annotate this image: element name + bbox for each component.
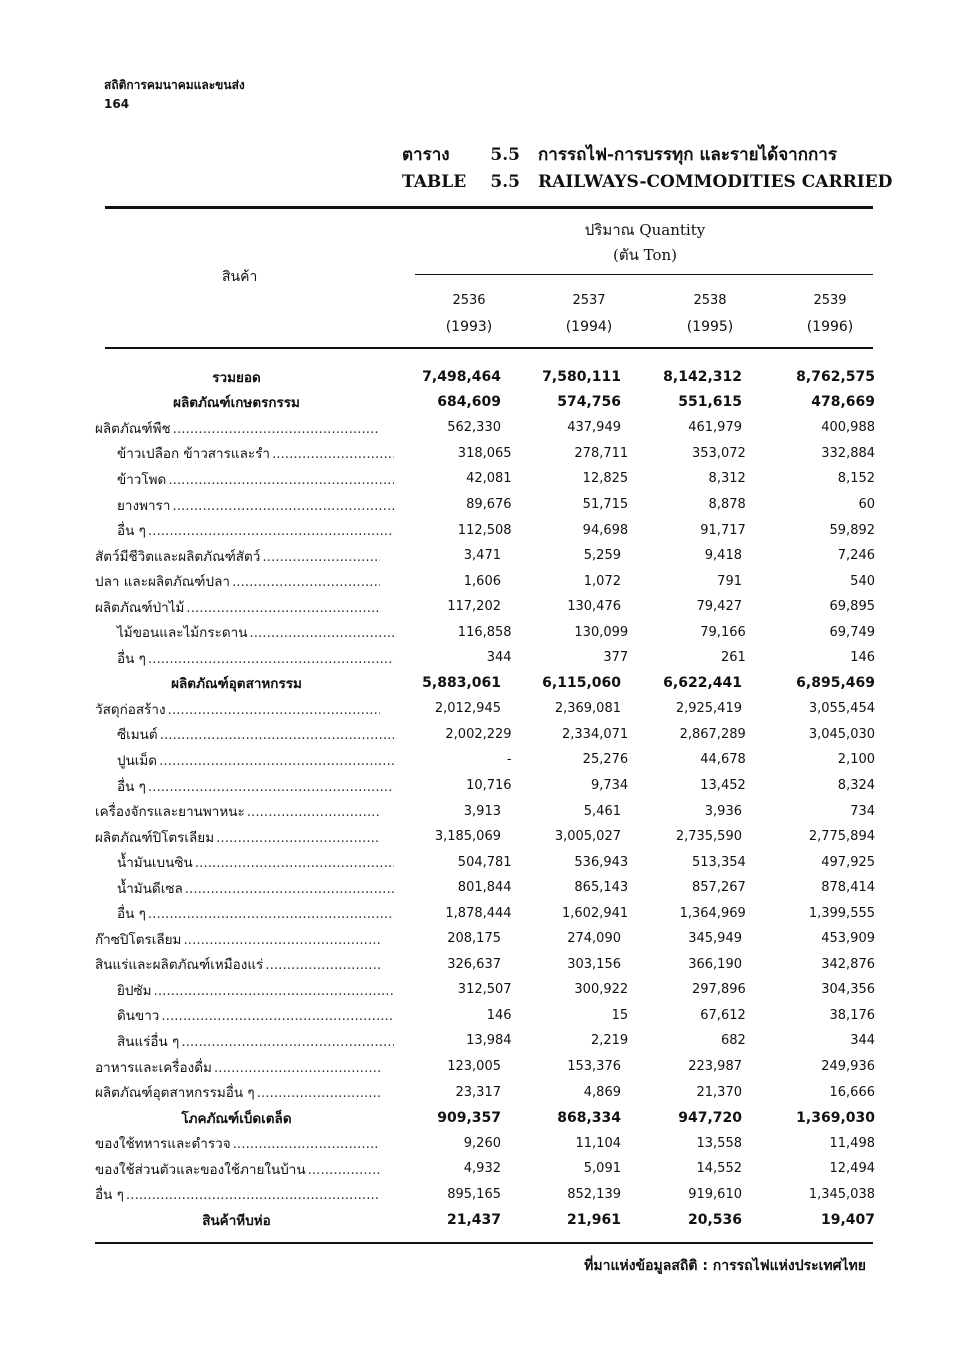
table-row [95,773,875,799]
table-row [95,900,875,926]
value-cell: 4,869 [583,1084,621,1100]
table-row [95,568,875,594]
value-cell: 3,005,027 [554,829,621,845]
title-thai [402,142,892,169]
value-cell: 117,202 [447,599,501,615]
value-cell: 1,369,030 [796,1109,875,1126]
row-label [95,877,394,899]
row-label [95,570,380,592]
header-rule [105,347,873,349]
value-cell: 318,065 [457,445,512,461]
value-cell: 2,925,419 [675,701,742,717]
value-cell: 909,357 [437,1109,501,1126]
row-label [95,953,380,975]
value-cell: 13,984 [466,1033,512,1049]
value-cell: 857,267 [692,880,746,896]
table-row [95,1130,875,1156]
table-row [95,1207,875,1233]
value-cell: 332,884 [821,445,876,461]
table-title [402,142,892,196]
value-cell: 8,324 [837,778,876,794]
value-cell: 21,370 [696,1084,742,1100]
row-label [95,1004,394,1026]
value-cell: 1,345,038 [808,1186,875,1202]
value-cell: 2,369,081 [554,701,621,717]
row-label-text: อื่น ๆ [117,778,146,795]
value-cell: 6,622,441 [663,675,742,692]
table-row [95,1182,875,1208]
table-row [95,1079,875,1105]
row-label [95,902,394,924]
row-label [95,800,380,822]
source-note: ที่มาแห่งข้อมูลสถิติ : การรถไฟแห่งประเทศไทย [584,1258,866,1274]
value-cell: 7,246 [837,548,875,564]
value-cell: 304,356 [821,982,876,998]
row-label [95,545,380,567]
table-row [95,1028,875,1054]
row-label-text: น้ำมันดีเซล [117,880,183,897]
year-header-2 [534,288,644,340]
title-english-number: 5.5 [490,172,520,192]
value-cell: 497,925 [821,854,876,870]
table-row [95,696,875,722]
table-body [95,364,875,1233]
row-label [95,672,380,694]
year-be: 2536 [452,293,486,308]
value-cell: 536,943 [574,854,629,870]
row-label [95,1056,380,1078]
year-header-4 [775,288,885,340]
year-be: 2538 [693,293,727,308]
table-row [95,594,875,620]
row-label-text: ผลิตภัณฑ์ปิโตรเลียม [95,829,215,846]
value-cell: 7,498,464 [422,368,501,385]
row-label [95,826,380,848]
row-label [95,698,380,720]
row-label-text: ปลา และผลิตภัณฑ์ปลา [95,574,230,591]
value-cell: 130,476 [567,599,621,615]
value-cell: 146 [486,1007,512,1023]
table-row [95,926,875,952]
row-label-text: อื่น ๆ [117,906,146,923]
title-english [402,169,892,196]
value-cell: 878,414 [821,880,876,896]
value-cell: 42,081 [466,471,512,487]
value-cell: 513,354 [692,854,746,870]
row-label-text: สินค้าหีบห่อ [202,1212,271,1229]
value-cell: 261 [720,650,746,666]
value-cell: 895,165 [447,1186,501,1202]
row-label-text: ยางพารา [117,497,171,514]
value-cell: 5,091 [583,1161,621,1177]
year-be: 2539 [813,293,847,308]
value-cell: 8,312 [708,471,746,487]
value-cell: 130,099 [574,624,629,640]
row-label-text: ของใช้ทหารและตำรวจ [95,1136,231,1153]
value-cell: 13,558 [696,1135,742,1151]
value-cell: 2,867,289 [679,726,746,742]
value-cell: 21,961 [566,1211,621,1228]
bottom-rule [95,1242,873,1244]
row-label [95,647,394,669]
value-cell: 344 [850,1033,876,1049]
value-cell: 540 [850,573,875,589]
table-row [95,543,875,569]
value-cell: 4,932 [463,1161,501,1177]
value-cell: 9,734 [590,778,629,794]
value-cell: 3,936 [704,803,742,819]
value-cell: 1,072 [583,573,621,589]
table-row [95,824,875,850]
year-header-1 [414,288,524,340]
value-cell: 297,896 [692,982,746,998]
row-label-text: อาหารและเครื่องดื่ม [95,1059,212,1076]
value-cell: 123,005 [447,1059,501,1075]
value-cell: 3,185,069 [434,829,501,845]
value-cell: 919,610 [688,1186,742,1202]
row-label-text: เครื่องจักรและยานพาหนะ [95,804,245,821]
table-row [95,390,875,416]
running-title: สถิติการคมนาคมและขนส่ง [104,78,245,92]
year-ce: (1994) [565,319,613,335]
value-cell: 791 [717,573,742,589]
row-label [95,979,394,1001]
row-label-text: โภคภัณฑ์เบ็ดเตล็ด [181,1110,292,1127]
row-label-text: ดินขาว [117,1008,160,1025]
value-cell: 69,895 [829,599,875,615]
value-cell: 682 [720,1033,746,1049]
value-cell: 5,461 [583,803,621,819]
row-label-text: ซีเมนต์ [117,727,158,744]
value-cell: 12,494 [829,1161,875,1177]
value-cell: 6,895,469 [796,675,875,692]
value-cell: 3,913 [463,803,501,819]
row-label-text: ข้าวเปลือก ข้าวสารและรำ [117,446,270,463]
value-cell: 278,711 [574,445,629,461]
row-label-text: รวมยอด [212,369,261,386]
value-cell: 91,717 [700,522,746,538]
value-cell: 94,698 [582,522,629,538]
value-cell: 23,317 [455,1084,501,1100]
value-cell: 10,716 [466,778,512,794]
value-cell: 344 [486,650,512,666]
value-cell: 1,878,444 [445,905,512,921]
value-cell: 7,580,111 [542,368,621,385]
row-label-text: สัตว์มีชีวิตและผลิตภัณฑ์สัตว์ [95,548,261,565]
row-label-text: ผลิตภัณฑ์พืช [95,420,171,437]
value-cell: 11,498 [829,1135,875,1151]
row-label [95,596,380,618]
row-label [95,366,380,388]
row-label [95,928,380,950]
row-label-text: ผลิตภัณฑ์เกษตรกรรม [173,395,300,412]
row-label [95,1107,380,1129]
value-cell: 13,452 [700,778,746,794]
commodity-header: สินค้า [222,269,258,285]
running-head [104,76,245,114]
value-cell: 2,012,945 [434,701,501,717]
row-label [95,1158,380,1180]
table-row [95,364,875,390]
value-cell: 478,669 [811,394,875,411]
table-row [95,977,875,1003]
value-cell: 562,330 [447,420,501,436]
value-cell: 3,055,454 [808,701,875,717]
row-label-text: วัสดุก่อสร้าง [95,701,166,718]
table-row [95,671,875,697]
value-cell: 79,427 [696,599,742,615]
table-row [95,492,875,518]
table-row [95,645,875,671]
value-cell: 8,878 [708,497,746,512]
year-ce: (1996) [806,319,854,335]
value-cell: 3,045,030 [808,726,876,742]
quantity-header [415,218,875,268]
value-cell: 453,909 [821,931,875,947]
value-cell: 868,334 [557,1109,621,1126]
table-row [95,798,875,824]
value-cell: 208,175 [447,931,501,947]
value-cell: 153,376 [567,1059,621,1075]
value-cell: 5,259 [583,548,621,564]
row-label [95,468,394,490]
row-label-text: อื่น ๆ [95,1187,124,1204]
value-cell: 16,666 [829,1084,875,1100]
value-cell: 2,735,590 [675,829,742,845]
value-cell: 116,858 [457,624,512,640]
value-cell: 19,407 [820,1211,875,1228]
value-cell: 146 [850,650,876,666]
value-cell: - [506,752,512,768]
value-cell: 437,949 [567,420,621,436]
title-english-label: TABLE [402,172,467,192]
row-label [95,494,394,516]
title-thai-label: ตาราง [402,145,450,165]
row-label-text: อื่น ๆ [117,650,146,667]
year-header-3 [655,288,765,340]
value-cell: 79,166 [700,624,746,640]
row-label-text: สินแร่อื่น ๆ [117,1033,180,1050]
value-cell: 326,637 [447,956,501,972]
title-thai-number: 5.5 [490,145,520,165]
value-cell: 377 [603,650,629,666]
row-label-text: ผลิตภัณฑ์อุตสาหกรรมอื่น ๆ [95,1085,255,1102]
table-row [95,1156,875,1182]
value-cell: 2,775,894 [808,829,875,845]
value-cell: 51,715 [582,497,629,512]
value-cell: 342,876 [821,956,875,972]
table-row [95,1003,875,1029]
value-cell: 15 [611,1007,629,1023]
row-label-text: ของใช้ส่วนตัวและของใช้ภายในบ้าน [95,1161,306,1178]
row-label-text: ข้าวโพด [117,471,167,488]
value-cell: 1,602,941 [562,905,629,921]
value-cell: 461,979 [688,420,742,436]
row-label [95,1081,380,1103]
value-cell: 5,883,061 [422,675,501,692]
row-label-text: ปูนเม็ด [117,752,158,769]
value-cell: 551,615 [678,394,742,411]
value-cell: 11,104 [575,1135,621,1151]
row-label [95,1030,394,1052]
value-cell: 1,364,969 [679,905,746,921]
row-label-text: ไม้ขอนและไม้กระดาน [117,625,248,642]
value-cell: 3,471 [463,548,501,564]
value-cell: 865,143 [574,880,629,896]
row-label [95,417,380,439]
value-cell: 112,508 [457,522,512,538]
value-cell: 21,437 [446,1211,501,1228]
value-cell: 353,072 [692,445,746,461]
row-label [95,723,394,745]
row-label [95,1132,380,1154]
value-cell: 89,676 [466,497,512,512]
value-cell: 2,334,071 [562,726,629,742]
value-cell: 9,260 [463,1135,501,1151]
table-row [95,619,875,645]
value-cell: 1,606 [463,573,501,589]
value-cell: 25,276 [582,752,629,768]
value-cell: 249,936 [821,1059,875,1075]
value-cell: 8,152 [837,471,876,487]
value-cell: 303,156 [567,956,621,972]
row-label [95,1183,380,1205]
value-cell: 1,399,555 [808,905,876,921]
row-label [95,749,394,771]
value-cell: 2,002,229 [445,726,512,742]
value-cell: 20,536 [687,1211,742,1228]
table-row [95,441,875,467]
page-number: 164 [104,97,130,111]
quantity-label: ปริมาณ Quantity [584,221,706,239]
row-label [95,851,394,873]
value-cell: 852,139 [567,1186,621,1202]
value-cell: 6,115,060 [542,675,621,692]
value-cell: 300,922 [574,982,629,998]
row-label-text: ผลิตภัณฑ์ป่าไม้ [95,599,185,616]
value-cell: 8,142,312 [663,368,742,385]
row-label-text: ยิปซัม [117,982,152,999]
title-thai-text: การรถไฟ-การบรรทุก และรายได้จากการ [538,145,837,165]
sub-rule [415,274,873,275]
value-cell: 400,988 [821,420,875,436]
row-label [95,519,394,541]
value-cell: 59,892 [829,522,876,538]
value-cell: 2,219 [590,1033,629,1049]
value-cell: 67,612 [700,1007,746,1023]
value-cell: 801,844 [457,880,512,896]
table-row [95,849,875,875]
table-row [95,517,875,543]
table-row [95,722,875,748]
value-cell: 14,552 [696,1161,742,1177]
row-label [95,621,394,643]
year-ce: (1995) [686,319,734,335]
table-row [95,875,875,901]
table-row [95,1054,875,1080]
value-cell: 274,090 [567,931,621,947]
table-row [95,415,875,441]
value-cell: 223,987 [688,1059,742,1075]
row-label-text: น้ำมันเบนซิน [117,855,193,872]
year-ce: (1993) [445,319,493,335]
value-cell: 684,609 [437,394,501,411]
row-label-text: อื่น ๆ [117,523,146,540]
value-cell: 8,762,575 [796,368,875,385]
row-label [95,391,380,413]
title-english-text: RAILWAYS-COMMODITIES CARRIED [538,172,893,192]
value-cell: 2,100 [837,752,876,768]
table-row [95,747,875,773]
year-be: 2537 [572,293,606,308]
unit-label: (ตัน Ton) [613,246,677,264]
value-cell: 366,190 [688,956,742,972]
value-cell: 44,678 [700,752,746,768]
value-cell: 38,176 [829,1007,876,1023]
value-cell: 734 [850,803,875,819]
row-label [95,442,394,464]
value-cell: 69,749 [829,624,876,640]
row-label-text: ก๊าซปิโตรเลียม [95,931,182,948]
row-label-text: ผลิตภัณฑ์อุตสาหกรรม [171,676,302,693]
row-label-text: สินแร่และผลิตภัณฑ์เหมืองแร่ [95,957,264,974]
row-label [95,775,394,797]
value-cell: 60 [858,497,876,512]
value-cell: 9,418 [704,548,742,564]
table-row [95,466,875,492]
value-cell: 947,720 [678,1109,742,1126]
value-cell: 574,756 [557,394,621,411]
value-cell: 504,781 [457,854,512,870]
value-cell: 312,507 [457,982,512,998]
table-row [95,1105,875,1131]
top-rule [105,206,873,209]
row-label [95,1209,380,1231]
value-cell: 345,949 [688,931,742,947]
table-row [95,952,875,978]
value-cell: 12,825 [582,471,629,487]
